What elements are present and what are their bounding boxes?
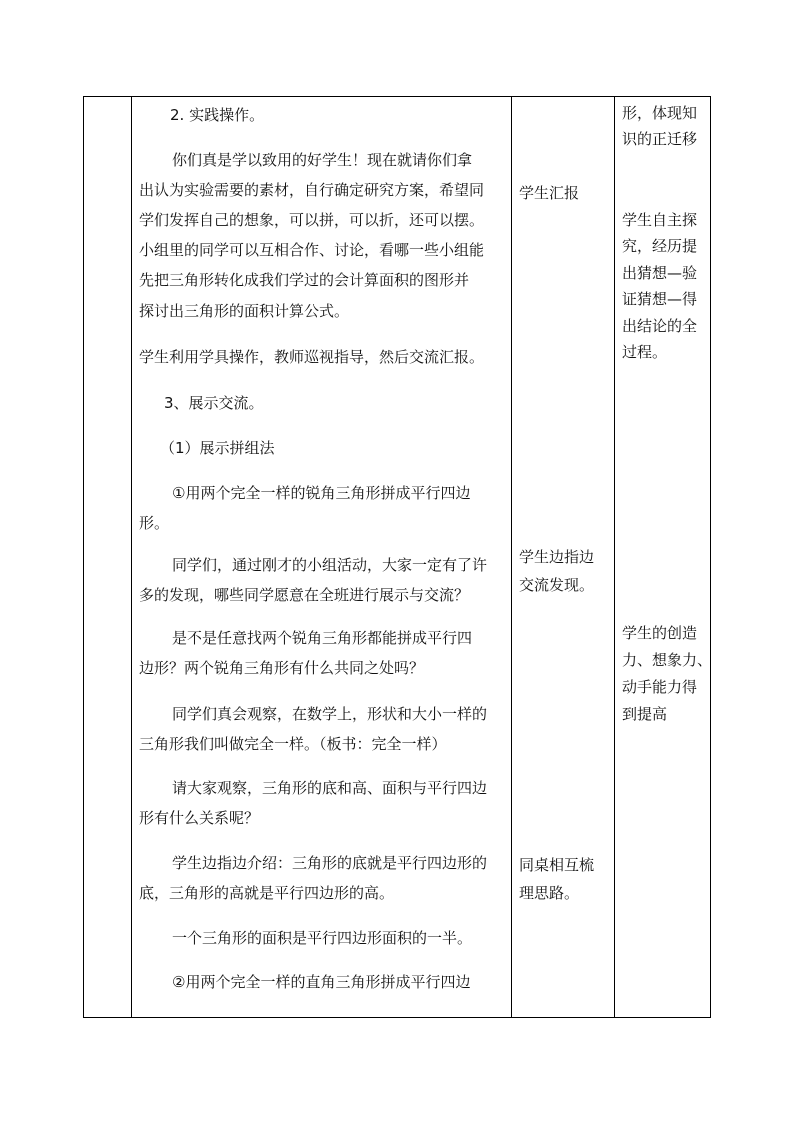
main-line: ①用两个完全一样的锐角三角形拼成平行四边 <box>172 484 471 502</box>
main-line: 一个三角形的面积是平行四边形面积的一半。 <box>172 929 473 947</box>
intent-line: 出结论的全 <box>622 317 698 335</box>
main-line: 同学们，通过刚才的小组活动，大家一定有了许 <box>172 556 488 574</box>
main-line: 请大家观察，三角形的底和高、面积与平行四边 <box>172 779 488 797</box>
table-border-right <box>710 96 711 1018</box>
main-line: 学们发挥自己的想象，可以拼，可以折，还可以摆。 <box>139 211 485 229</box>
student-line: 同桌相互梳 <box>519 856 595 874</box>
main-line: 3、展示交流。 <box>164 394 264 412</box>
intent-line: 力、想象力、 <box>622 651 713 669</box>
main-line: 是不是任意找两个锐角三角形都能拼成平行四 <box>172 629 473 647</box>
table-divider-1 <box>131 96 132 1018</box>
main-line: 先把三角形转化成我们学过的会计算面积的图形并 <box>139 271 470 289</box>
main-line: 你们真是学以致用的好学生！现在就请你们拿 <box>172 151 473 169</box>
main-line: 底，三角形的高就是平行四边形的高。 <box>139 884 395 902</box>
intent-line: 出猜想—验 <box>622 264 698 282</box>
table-divider-3 <box>614 96 615 1018</box>
student-line: 交流发现。 <box>519 576 595 594</box>
student-line: 理思路。 <box>519 884 580 902</box>
table-top-border <box>83 96 711 97</box>
intent-line: 过程。 <box>622 343 668 361</box>
intent-line: 识的正迁移 <box>622 130 698 148</box>
table-divider-2 <box>511 96 512 1018</box>
main-line: ②用两个完全一样的直角三角形拼成平行四边 <box>172 973 471 991</box>
main-line: 出认为实验需要的素材，自行确定研究方案，希望同 <box>139 181 485 199</box>
main-line: （1）展示拼组法 <box>160 439 275 457</box>
table-bottom-border <box>83 1017 711 1018</box>
table-border-left <box>83 96 84 1018</box>
student-line: 学生汇报 <box>519 184 580 202</box>
main-line: 学生边指边介绍：三角形的底就是平行四边形的 <box>172 854 488 872</box>
main-line: 边形？两个锐角三角形有什么共同之处吗？ <box>139 659 425 677</box>
intent-line: 到提高 <box>622 705 668 723</box>
intent-line: 学生的创造 <box>622 624 698 642</box>
intent-line: 动手能力得 <box>622 678 698 696</box>
main-line: 小组里的同学可以互相合作、讨论，看哪一些小组能 <box>139 241 485 259</box>
main-line: 三角形我们叫做完全一样。（板书：完全一样） <box>139 735 447 753</box>
main-line: 形。 <box>139 514 170 532</box>
intent-line: 究，经历提 <box>622 237 698 255</box>
main-line: 同学们真会观察，在数学上，形状和大小一样的 <box>172 705 488 723</box>
intent-line: 形，体现知 <box>622 104 698 122</box>
main-line: 学生利用学具操作，教师巡视指导，然后交流汇报。 <box>139 348 485 366</box>
main-line: 探讨出三角形的面积计算公式。 <box>139 302 350 320</box>
student-line: 学生边指边 <box>519 548 595 566</box>
intent-line: 学生自主探 <box>622 211 698 229</box>
intent-line: 证猜想—得 <box>622 290 698 308</box>
main-line: 2. 实践操作。 <box>170 106 265 124</box>
main-line: 形有什么关系呢？ <box>139 809 260 827</box>
main-line: 多的发现，哪些同学愿意在全班进行展示与交流？ <box>139 586 470 604</box>
